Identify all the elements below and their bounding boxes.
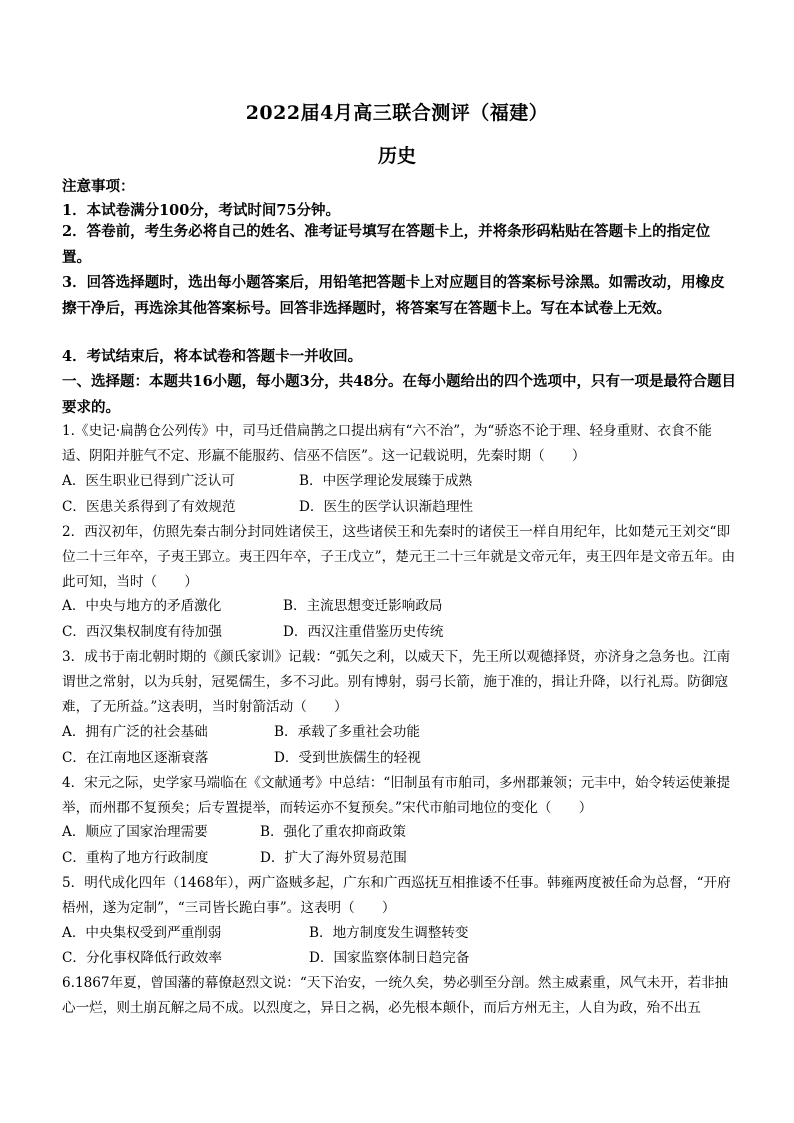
- subject-title: 历史: [377, 145, 416, 167]
- q2-option-a: A．中央与地方的矛盾激化: [62, 598, 222, 614]
- question-3-options-2: [62, 746, 738, 770]
- question-2-options: [62, 594, 738, 618]
- q1-option-b: B．中医学理论发展臻于成熟: [299, 473, 473, 489]
- question-1-options-2: [62, 495, 738, 519]
- q5-option-d: D．国家监察体制日趋完备: [309, 950, 470, 966]
- q1-option-c: C．医患关系得到了有效规范: [62, 499, 236, 515]
- q4-option-c: C．重构了地方行政制度: [62, 850, 209, 866]
- question-3-options: [62, 720, 738, 744]
- question-1-stem: 1.《史记·扁鹊仓公列传》中，司马迁借扁鹊之口提出病有“六不治”，为“骄恣不论于理、轻身重财、衣食不能适、阴阳并脏气不定、形羸不能服药、信巫不信医”。这一记载说明，先秦时期（ ）: [62, 423, 712, 465]
- section-heading: 一、选择题：本题共16小题，每小题3分，共48分。在每小题给出的四个选项中，只有一项是最符合题目要求的。: [62, 373, 736, 416]
- question-4-options-2: [62, 846, 738, 870]
- notice-heading: 注意事项：: [62, 178, 135, 195]
- q5-option-b: B．地方制度发生调整转变: [309, 925, 469, 941]
- q3-option-d: D．受到世族儒生的轻视: [274, 750, 421, 766]
- question-3-stem: 3．成书于南北朝时期的《颜氏家训》记载：“弧矢之利，以威天下，先王所以观德择贤，亦济身之急务也。江南谓世之常射，以为兵射，冠冕儒生，多不习此。别有博射，弱弓长箭，施于准的，揖让升降，以行礼焉。防御寇难，了无所益。”这表明，当时射箭活动（ ）: [62, 649, 731, 716]
- question-4-stem: 4．宋元之际，史学家马端临在《文献通考》中总结：“旧制虽有市舶司，多州郡兼领；元丰中，始令转运使兼提举，而州郡不复预矣；后专置提举，而转运亦不复预矣。”宋代市舶司地位的变化（ ）: [62, 775, 731, 817]
- question-2-options-2: [62, 620, 738, 644]
- q5-option-c: C．分化事权降低行政效率: [62, 950, 222, 966]
- q4-option-b: B．强化了重农抑商政策: [260, 824, 406, 840]
- q3-option-b: B．承载了多重社会功能: [274, 724, 420, 740]
- question-2-stem: 2．西汉初年，仿照先秦古制分封同姓诸侯王，这些诸侯王和先秦时的诸侯王一样自用纪年，比如楚元王刘交“即位二十三年卒，子夷王郢立。夷王四年卒，子王戊立”，楚元王二十三年就是文帝元年，夷王四年是文帝五年。由此可知，当时（ ）: [62, 524, 736, 591]
- exam-title: 2022届4月高三联合测评（福建）: [245, 102, 549, 124]
- question-1-options: [62, 469, 738, 493]
- q1-option-a: A．医生职业已得到广泛认可: [62, 473, 235, 489]
- q2-option-d: D．西汉注重借鉴历史传统: [283, 624, 444, 640]
- question-5-stem: 5．明代成化四年（1468年），两广盗贼多起，广东和广西巡抚互相推诿不任事。韩雍两度被任命为总督，“开府梧州，遂为定制”，“三司皆长跪白事”。这表明（ ）: [62, 875, 731, 917]
- question-5-options-2: [62, 946, 738, 970]
- question-6-stem: 6.1867年夏，曾国藩的幕僚赵烈文说：“天下治安，一统久矣，势必驯至分剖。然主威素重，风气未开，若非抽心一烂，则土崩瓦解之局不成。以烈度之，异日之祸，必先根本颠仆，而后方州无主，人自为政，殆不出五: [62, 975, 729, 1017]
- q3-option-a: A．拥有广泛的社会基础: [62, 724, 208, 740]
- question-5-options: [62, 921, 738, 945]
- q2-option-b: B．主流思想变迁影响政局: [283, 598, 443, 614]
- q3-option-c: C．在江南地区逐渐衰落: [62, 750, 209, 766]
- notice-item-3: 3．回答选择题时，选出每小题答案后，用铅笔把答题卡上对应题目的答案标号涂黑。如需改动，用橡皮擦干净后，再选涂其他答案标号。回答非选择题时，将答案写在答题卡上。写在本试卷上无效。: [62, 274, 725, 317]
- q2-option-c: C．西汉集权制度有待加强: [62, 624, 222, 640]
- q4-option-a: A．顺应了国家治理需要: [62, 824, 208, 840]
- q4-option-d: D．扩大了海外贸易范围: [260, 850, 407, 866]
- notice-item-1: 1．本试卷满分100分，考试时间75分钟。: [62, 202, 341, 219]
- notice-item-4: 4．考试结束后，将本试卷和答题卡一并收回。: [62, 348, 363, 365]
- notice-item-2: 2．答卷前，考生务必将自己的姓名、准考证号填写在答题卡上，并将条形码粘贴在答题卡上的指定位置。: [62, 223, 711, 266]
- question-4-options: [62, 820, 738, 844]
- q5-option-a: A．中央集权受到严重削弱: [62, 925, 222, 941]
- q1-option-d: D．医生的医学认识渐趋理性: [299, 499, 474, 515]
